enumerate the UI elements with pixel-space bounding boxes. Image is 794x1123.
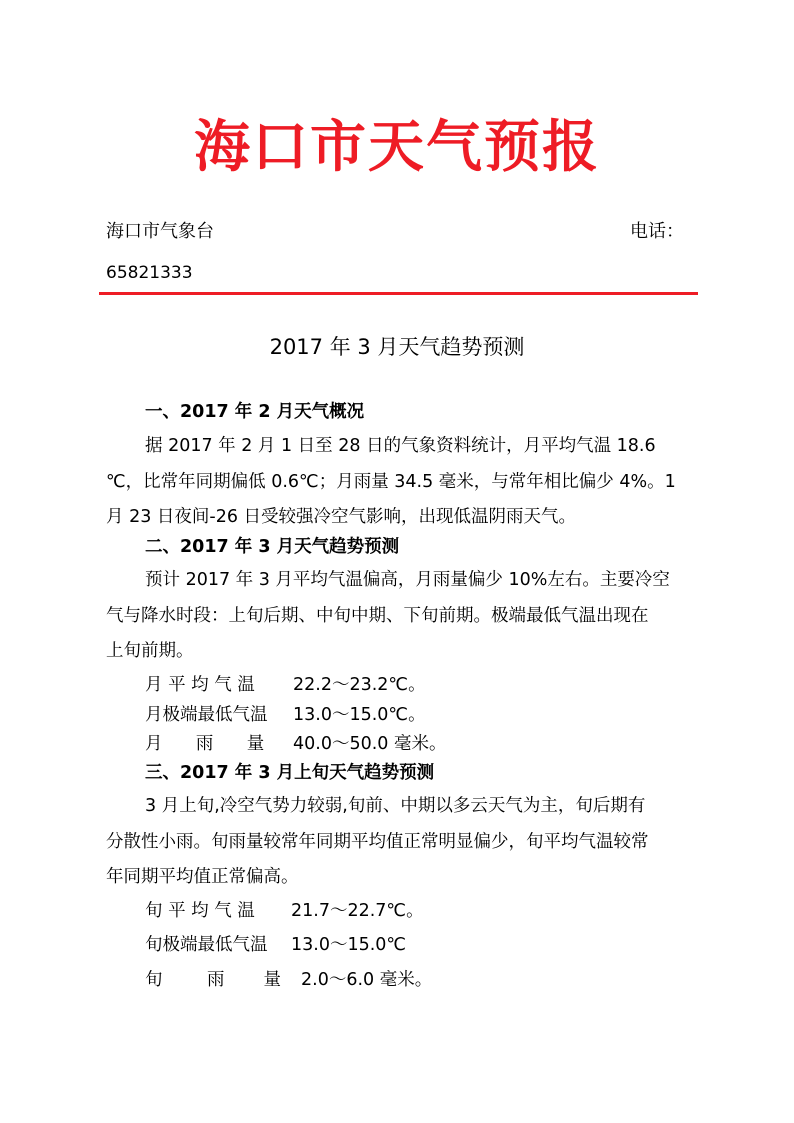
stat-row — [145, 732, 447, 756]
section1-line: 月 23 日夜间-26 日受较强冷空气影响，出现低温阴雨天气。 — [106, 507, 577, 527]
stat-row — [145, 673, 426, 697]
document-title: 2017 年 3 月天气趋势预测 — [269, 335, 525, 359]
stat-label: 月 雨 量 — [145, 734, 265, 754]
section3-heading: 三、2017 年 3 月上旬天气趋势预测 — [145, 763, 435, 783]
section3-line: 3 月上旬,冷空气势力较弱,旬前、中期以多云天气为主，旬后期有 — [145, 796, 646, 816]
section3-line: 分散性小雨。旬雨量较常年同期平均值正常明显偏少，旬平均气温较常 — [106, 832, 649, 852]
stat-row — [145, 703, 426, 727]
stat-row — [145, 899, 424, 923]
section1-line: 据 2017 年 2 月 1 日至 28 日的气象资料统计，月平均气温 18.6 — [145, 436, 656, 456]
stat-value: 13.0～15.0℃ — [291, 935, 407, 955]
section1-heading: 一、2017 年 2 月天气概况 — [145, 402, 365, 422]
stat-label: 旬 平 均 气 温 — [145, 901, 255, 921]
stat-label: 旬极端最低气温 — [145, 935, 268, 955]
stat-row — [145, 968, 432, 992]
issuer-name: 海口市气象台 — [106, 221, 214, 242]
phone-number: 65821333 — [106, 263, 193, 283]
stat-value: 22.2～23.2℃。 — [293, 675, 426, 695]
section2-line: 上旬前期。 — [106, 641, 194, 661]
stat-label: 月 平 均 气 温 — [145, 675, 255, 695]
stat-value: 2.0～6.0 毫米。 — [301, 970, 433, 990]
stat-label: 月极端最低气温 — [145, 705, 268, 725]
masthead-title: 海口市天气预报 — [194, 115, 600, 180]
phone-label: 电话： — [630, 221, 684, 242]
stat-row — [145, 933, 406, 957]
stat-label: 旬 雨 量 — [145, 970, 281, 990]
stat-value: 21.7～22.7℃。 — [291, 901, 424, 921]
red-divider — [99, 292, 698, 295]
section3-line: 年同期平均值正常偏高。 — [106, 867, 299, 887]
stat-value: 40.0～50.0 毫米。 — [293, 734, 447, 754]
section2-heading: 二、2017 年 3 月天气趋势预测 — [145, 537, 400, 557]
section2-line: 预计 2017 年 3 月平均气温偏高，月雨量偏少 10%左右。主要冷空 — [145, 570, 670, 590]
section2-line: 气与降水时段：上旬后期、中旬中期、下旬前期。极端最低气温出现在 — [106, 606, 649, 626]
stat-value: 13.0～15.0℃。 — [293, 705, 426, 725]
section1-line: ℃，比常年同期偏低 0.6℃；月雨量 34.5 毫米，与常年相比偏少 4%。1 — [106, 472, 676, 492]
